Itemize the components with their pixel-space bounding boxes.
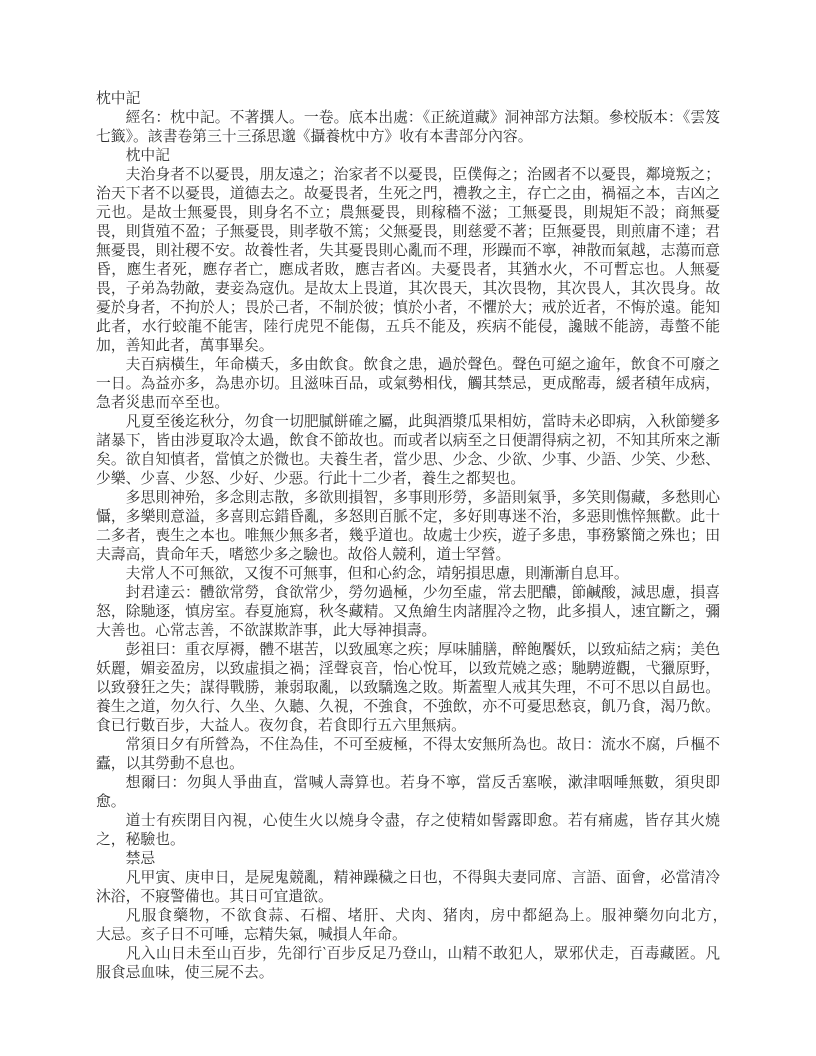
paragraph-xianger: 想爾曰：勿與人爭曲直，當喊人壽算也。若身不寧，當反舌塞喉，漱津咽唾無數，須臾即愈。	[96, 775, 720, 810]
paragraph-diet: 夫百病橫生，年命橫夭，多由飲食。飲食之患，過於聲色。聲色可絕之逾年，飲食不可廢之一日。為益亦多，為患亦切。且滋味百品，或氣勢相伐，觸其禁忌，更成酩毒，緩者積年成病，急者災患而卒至也。	[96, 357, 720, 411]
paragraph-taboo-foods: 凡服食藥物，不欲食蒜、石榴、堵肝、犬肉、猪肉，房中都絕為上。服神藥勿向北方， 大忌。亥子日不可唾，忘精失氣，喊損人年命。	[96, 908, 780, 943]
paragraph-ordinary-people: 夫常人不可無欲，又復不可無事，但和心約念，靖躬損思慮，則漸漸自息耳。	[125, 566, 629, 582]
paragraph-twelve-many: 多思則神殆，多念則志散，多欲則損智，多事則形勞，多語則氣爭，多笑則傷藏，多愁則心懾，多樂則意溢，多喜則忘錯昏亂，多怒則百脈不定，多好則專迷不治，多惡則憔悴無歡。此十二多者，喪生之本也。唯無少無多者，幾乎道也。故處士少疾，遊子多患，事務繁簡之殊也；田夫壽高，貴命年夭，嗜慾少多之驗也。故俗人競利，道士罕營。	[96, 490, 720, 563]
heading-taboos: 禁忌	[125, 851, 156, 867]
paragraph-inner-vision: 道士有疾閉目內視，心使生火以燒身令盡，存之使精如髻露即愈。若有痛處，皆存其火燒之，秘驗也。	[96, 813, 720, 848]
paragraph-worry-fear: 夫治身者不以憂畏，朋友遠之；治家者不以憂畏，臣僕侮之；治國者不以憂畏，鄰境叛之；治天下者不以憂畏，道德去之。故憂畏者，生死之門，禮教之主，存亡之由，禍福之本，吉凶之元也。是故士無憂畏，則身名不立；農無憂畏，則稼穡不滋；工無憂畏，則規矩不設；商無憂畏，則貨殖不盈；子無憂畏，則孝敬不篤；父無憂畏，則慈愛不著；臣無憂畏，則煎庸不達；君無憂畏，則社稷不安。故養性者，失其憂畏則心亂而不理，形躁而不寧，神散而氣越，志蕩而意昏，應生者死，應存者亡，應成者敗，應吉者凶。夫憂畏者，其猶水火，不可暫忘也。人無憂畏，子弟為勃敵，妻妾為寇仇。是故太上畏道，其次畏天，其次畏物，其次畏人，其次畏身。故憂於身者，不拘於人；畏於己者，不制於彼；慎於小者，不懼於大；戒於近者，不悔於遠。能知此者，水行蛟龍不能害，陸行虎兕不能傷，五兵不能及，疾病不能侵，讒賊不能謗，毒螫不能加，善知此者，萬事畢矣。	[96, 167, 720, 354]
paragraph-taboo-days: 凡甲寅、庚申日，是屍鬼競亂，精神躁穢之日也，不得與夫妻同席、言語、面會，必當清冷沐浴，不寢警備也。其日可宜遣欲。	[96, 870, 720, 905]
paragraph-daily-activity: 常須日夕有所營為，不住為佳，不可至疲極，不得太安無所為也。故日：流水不腐，戶樞不蠹，以其勞動不息也。	[96, 737, 720, 772]
paragraph-pengzu: 彭祖曰：重衣厚褥，體不堪苦，以致風寒之疾；厚味脯膳，醉飽饜妖，以致疝結之病；美色妖麗，媚妾盈房，以致虛損之禍；淫聲哀音，怡心悅耳，以致荒嬈之惑；馳騁遊觀，弋獵原野，以致發狂之失；謀得戰勝，兼弱取亂，以致驕逸之敗。斯蓋聖人戒其失理，不可不思以自勗也。養生之道，勿久行、久坐、久聽、久視，不強食，不強飲，亦不可憂思愁哀，飢乃食，渴乃飲。食已行數百步，大益人。夜勿食，若食即行五六里無病。	[96, 642, 720, 734]
paragraph-entering-mountains: 凡入山日未至山百步，先卻行‵百步反足乃登山，山精不敢犯人，眾邪伏走，百毒藏匿。凡服食忌血味，使三屍不去。	[96, 946, 720, 981]
paragraph-seasons-twelve-few: 凡夏至後迄秋分，勿食一切肥膩餅確之屬，此與酒漿瓜果相妨，當時未必即病，入秋節變多諸暴下，皆由涉夏取冷太過，飲食不節故也。而或者以病至之日便謂得病之初，不知其所來之漸矣。欲自知慎者，當慎之於微也。夫養生者，當少思、少念、少欲、少事、少語、少笑、少愁、少樂、少喜、少怒、少好、少惡。行此十二少者，養生之都契也。	[96, 414, 720, 487]
colophon: 經名：枕中記。不著撰人。一卷。底本出處：《正統道藏》洞神部方法類。參校版本：《雲笈七籤》。該書卷第三十三孫思邈《攝養枕中方》收有本書部分內容。	[96, 110, 720, 145]
section-title: 枕中記	[125, 148, 170, 164]
paragraph-fengjunda: 封君達云：體欲常勞，食欲常少，勞勿過極，少勿至虛，常去肥醲，節鹹酸，減思慮，損喜怒，除馳逐，慎房室。春夏施寫，秋冬藏精。又魚繪生肉諸腥冷之物，此多損人，速宜斷之，彌大善也。心常志善，不欲謀欺詐事，此大辱神損壽。	[96, 585, 720, 639]
document-title: 枕中記	[96, 91, 141, 107]
